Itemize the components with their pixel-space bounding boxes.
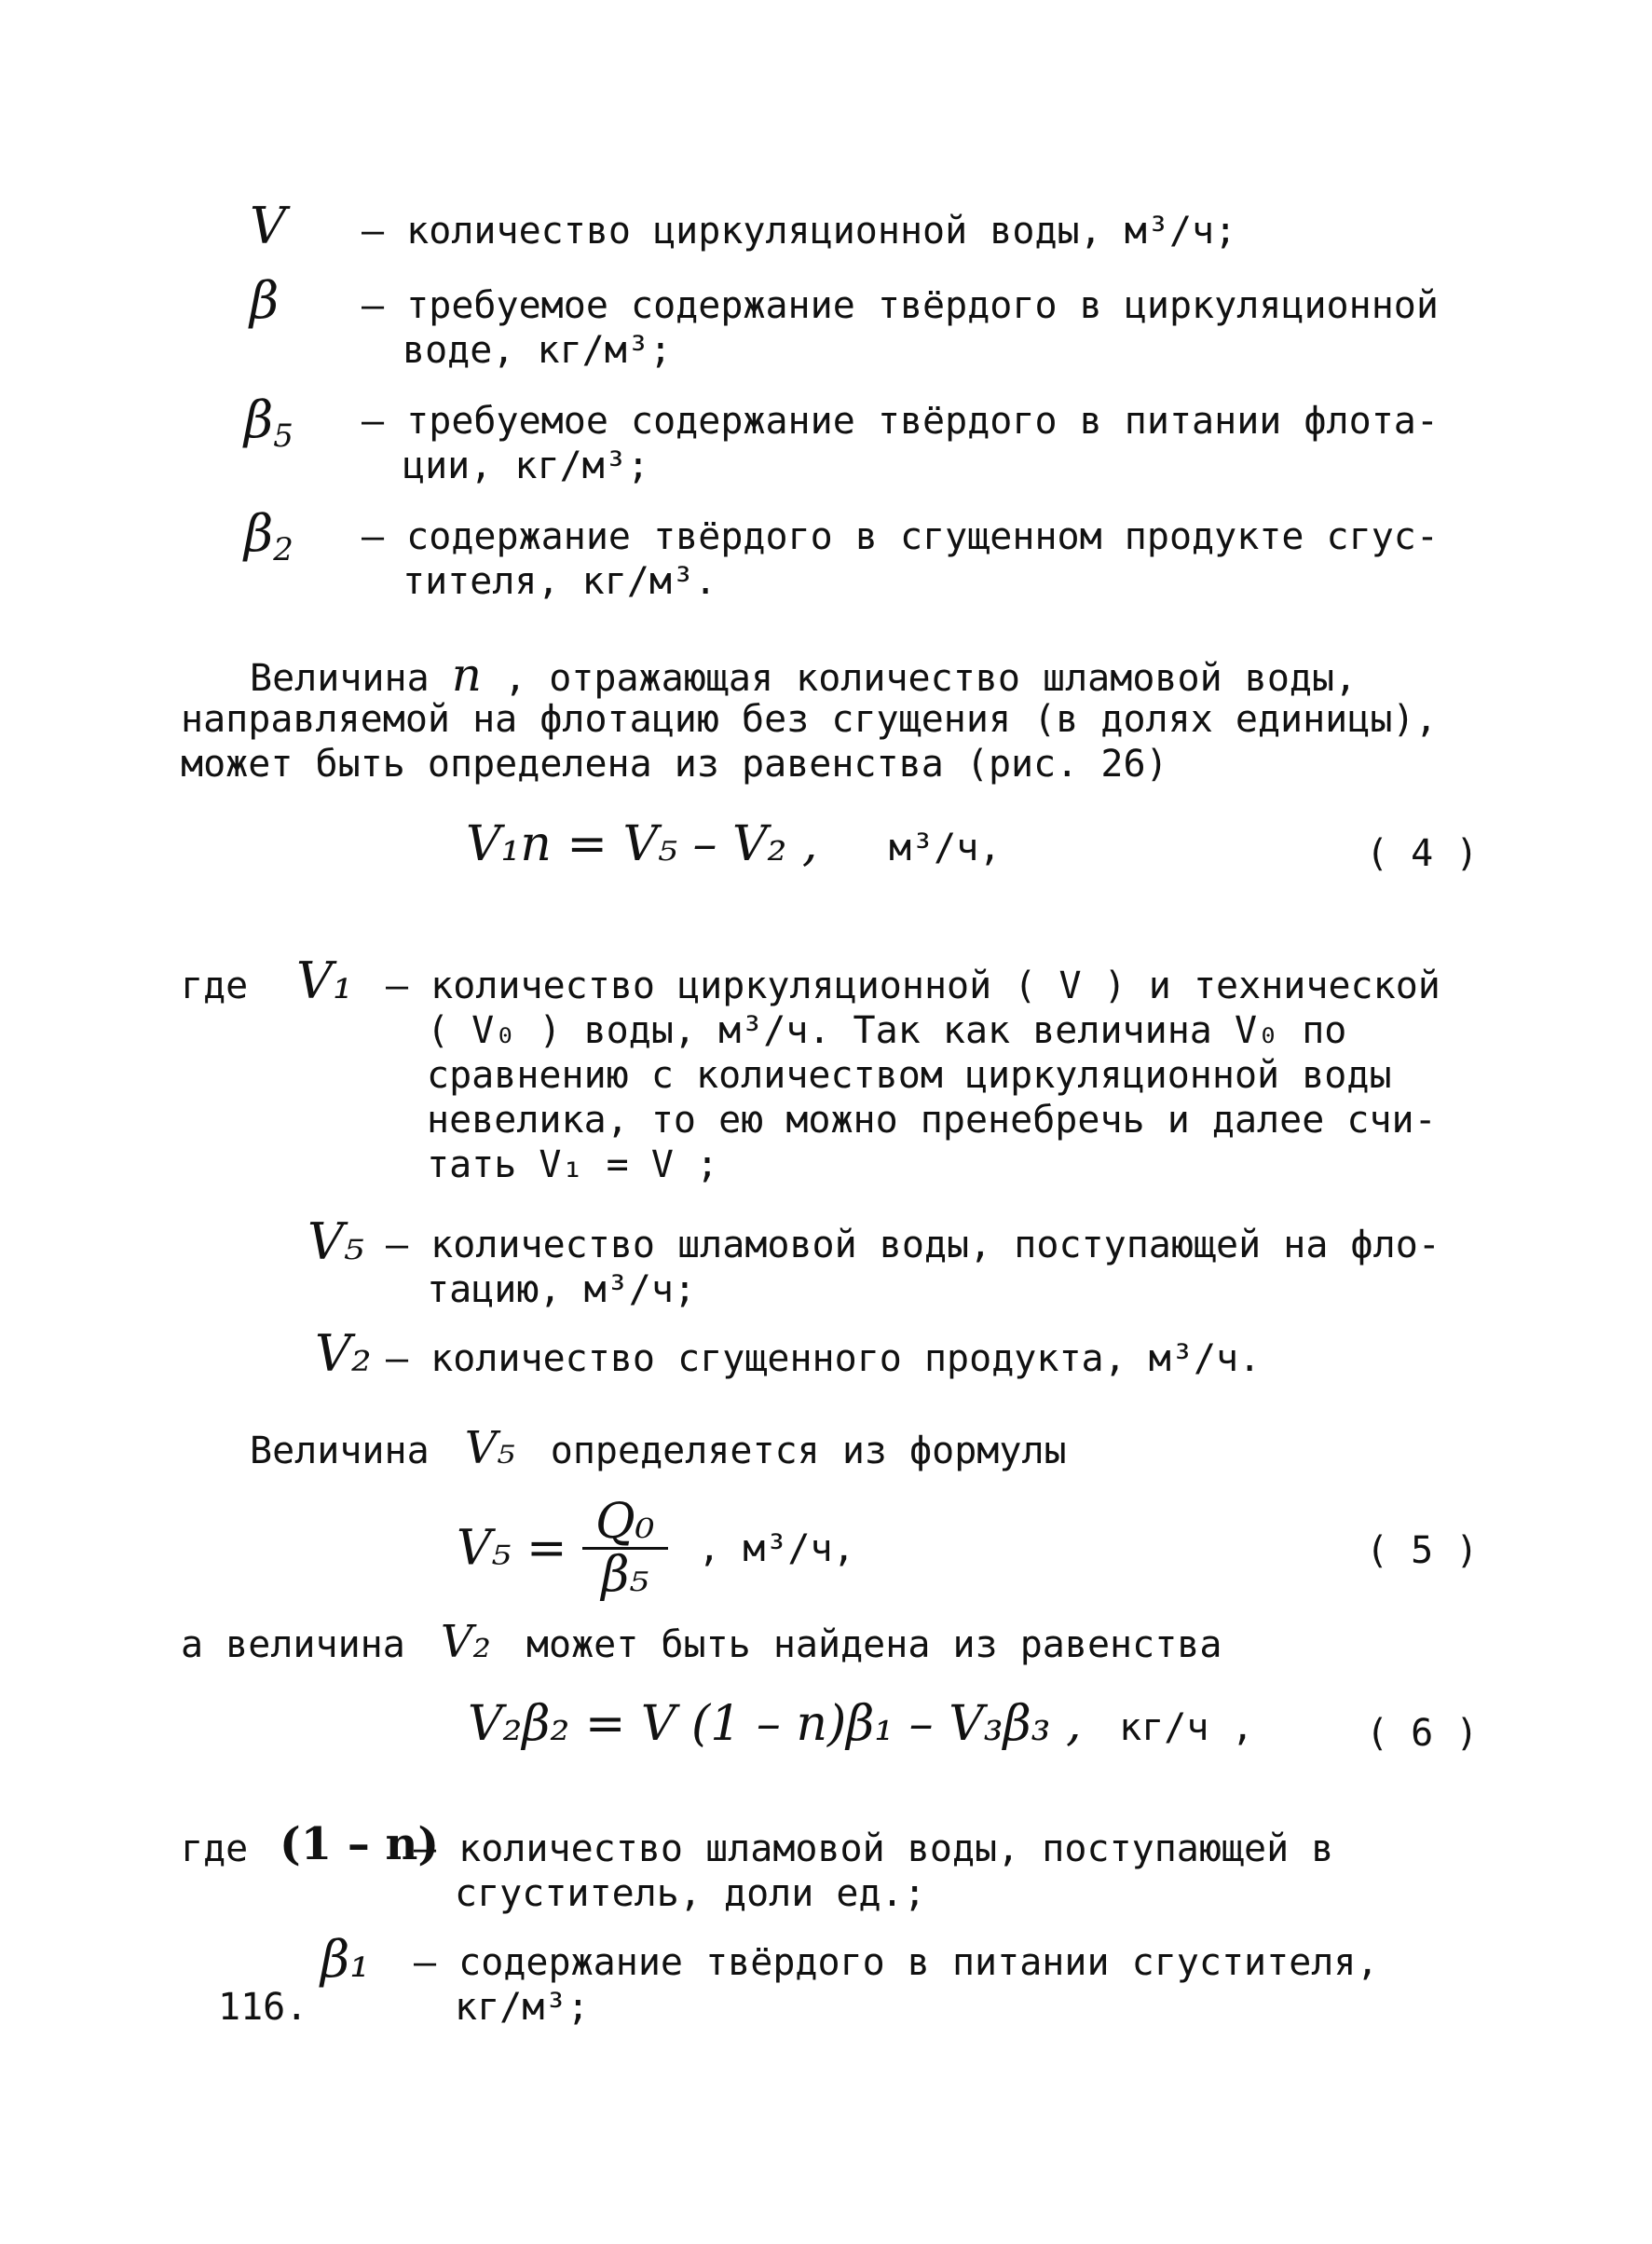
symbol-v1: V₁ <box>296 951 353 1010</box>
def-beta2-line2: тителя, кг/м³. <box>403 560 717 603</box>
fraction-q0-beta5: $\frac{\text{Q₀}}{\text{β₅}}$ <box>582 1497 667 1600</box>
symbol-v5: V₅ <box>307 1212 364 1271</box>
symbol-beta1: β₁ <box>321 1930 370 1989</box>
symbol-n: n <box>451 648 482 702</box>
def-v2-line1: – количество сгущенного продукта, м³/ч. <box>386 1337 1262 1380</box>
def-v1-line1: – количество циркуляционной ( V ) и технической <box>386 965 1440 1007</box>
def-beta1-line2: кг/м³; <box>455 1986 590 2029</box>
para1-line2: направляемой на флотацию без сгущения (в долях единицы), <box>181 698 1438 741</box>
def-v1-line4: невелика, то ею можно пренебречь и далее счи- <box>427 1099 1437 1142</box>
equation-4: V₁n = V₅ – V₂ , м³/ч, <box>466 816 1002 872</box>
def-beta2-line1: – содержание твёрдого в сгущенном продукте сгус- <box>362 515 1439 558</box>
equation-6-number: ( 6 ) <box>1366 1712 1479 1755</box>
def-circulation-water: – количество циркуляционной воды, м³/ч; <box>362 210 1237 253</box>
symbol-beta5: $\beta_5$ <box>244 390 294 455</box>
para2: Величина V₅ определяется из формулы <box>250 1422 1067 1474</box>
symbol-v2-inline: V₂ <box>440 1616 491 1668</box>
def-v1-line3: сравнению с количеством циркуляционной воды <box>427 1054 1392 1097</box>
para3: а величина V₂ может быть найдена из равенства <box>181 1616 1222 1668</box>
equation-5: V₅ = $\frac{\text{Q₀}}{\text{β₅}}$ , м³/ч, <box>457 1494 855 1603</box>
equation-5-number: ( 5 ) <box>1366 1529 1479 1572</box>
symbol-beta2: $\beta_2$ <box>244 504 294 568</box>
symbol-1-minus-n: (1 – n) <box>280 1818 440 1870</box>
symbol-v5-inline: V₅ <box>464 1422 515 1474</box>
def-beta-line1: – требуемое содержание твёрдого в циркуляционной <box>362 284 1439 327</box>
page-number: 116. <box>218 1986 308 2029</box>
def-v1-line2: ( V₀ ) воды, м³/ч. Так как величина V₀ по <box>427 1009 1347 1052</box>
def-v5-line2: тацию, м³/ч; <box>427 1268 696 1311</box>
symbol-v2: V₂ <box>315 1324 372 1383</box>
def-v1-line5: тать V₁ = V ; <box>427 1143 719 1186</box>
def-1-minus-n-line2: сгуститель, доли ед.; <box>455 1872 926 1915</box>
def-1-minus-n-line1: – количество шламовой воды, поступающей в <box>414 1827 1334 1870</box>
def-beta5-line2: ции, кг/м³; <box>403 445 649 487</box>
equation-6: V₂β₂ = V (1 – n)β₁ – V₃β₃ , кг/ч , <box>468 1696 1254 1752</box>
para1-line1: Величина n , отражающая количество шламовой воды, <box>250 648 1358 702</box>
symbol-v: V <box>250 197 286 255</box>
para1-line3: может быть определена из равенства (рис. 26) <box>181 743 1168 786</box>
def-beta1-line1: – содержание твёрдого в питании сгустителя, <box>414 1941 1379 1984</box>
equation-4-number: ( 4 ) <box>1366 832 1479 875</box>
where2-label: где <box>181 1827 249 1870</box>
where1-label: где <box>181 965 249 1007</box>
symbol-beta: β <box>250 271 280 330</box>
def-beta-line2: воде, кг/м³; <box>403 329 672 372</box>
def-beta5-line1: – требуемое содержание твёрдого в питании флота- <box>362 400 1439 443</box>
def-v5-line1: – количество шламовой воды, поступающей на фло- <box>386 1224 1440 1266</box>
